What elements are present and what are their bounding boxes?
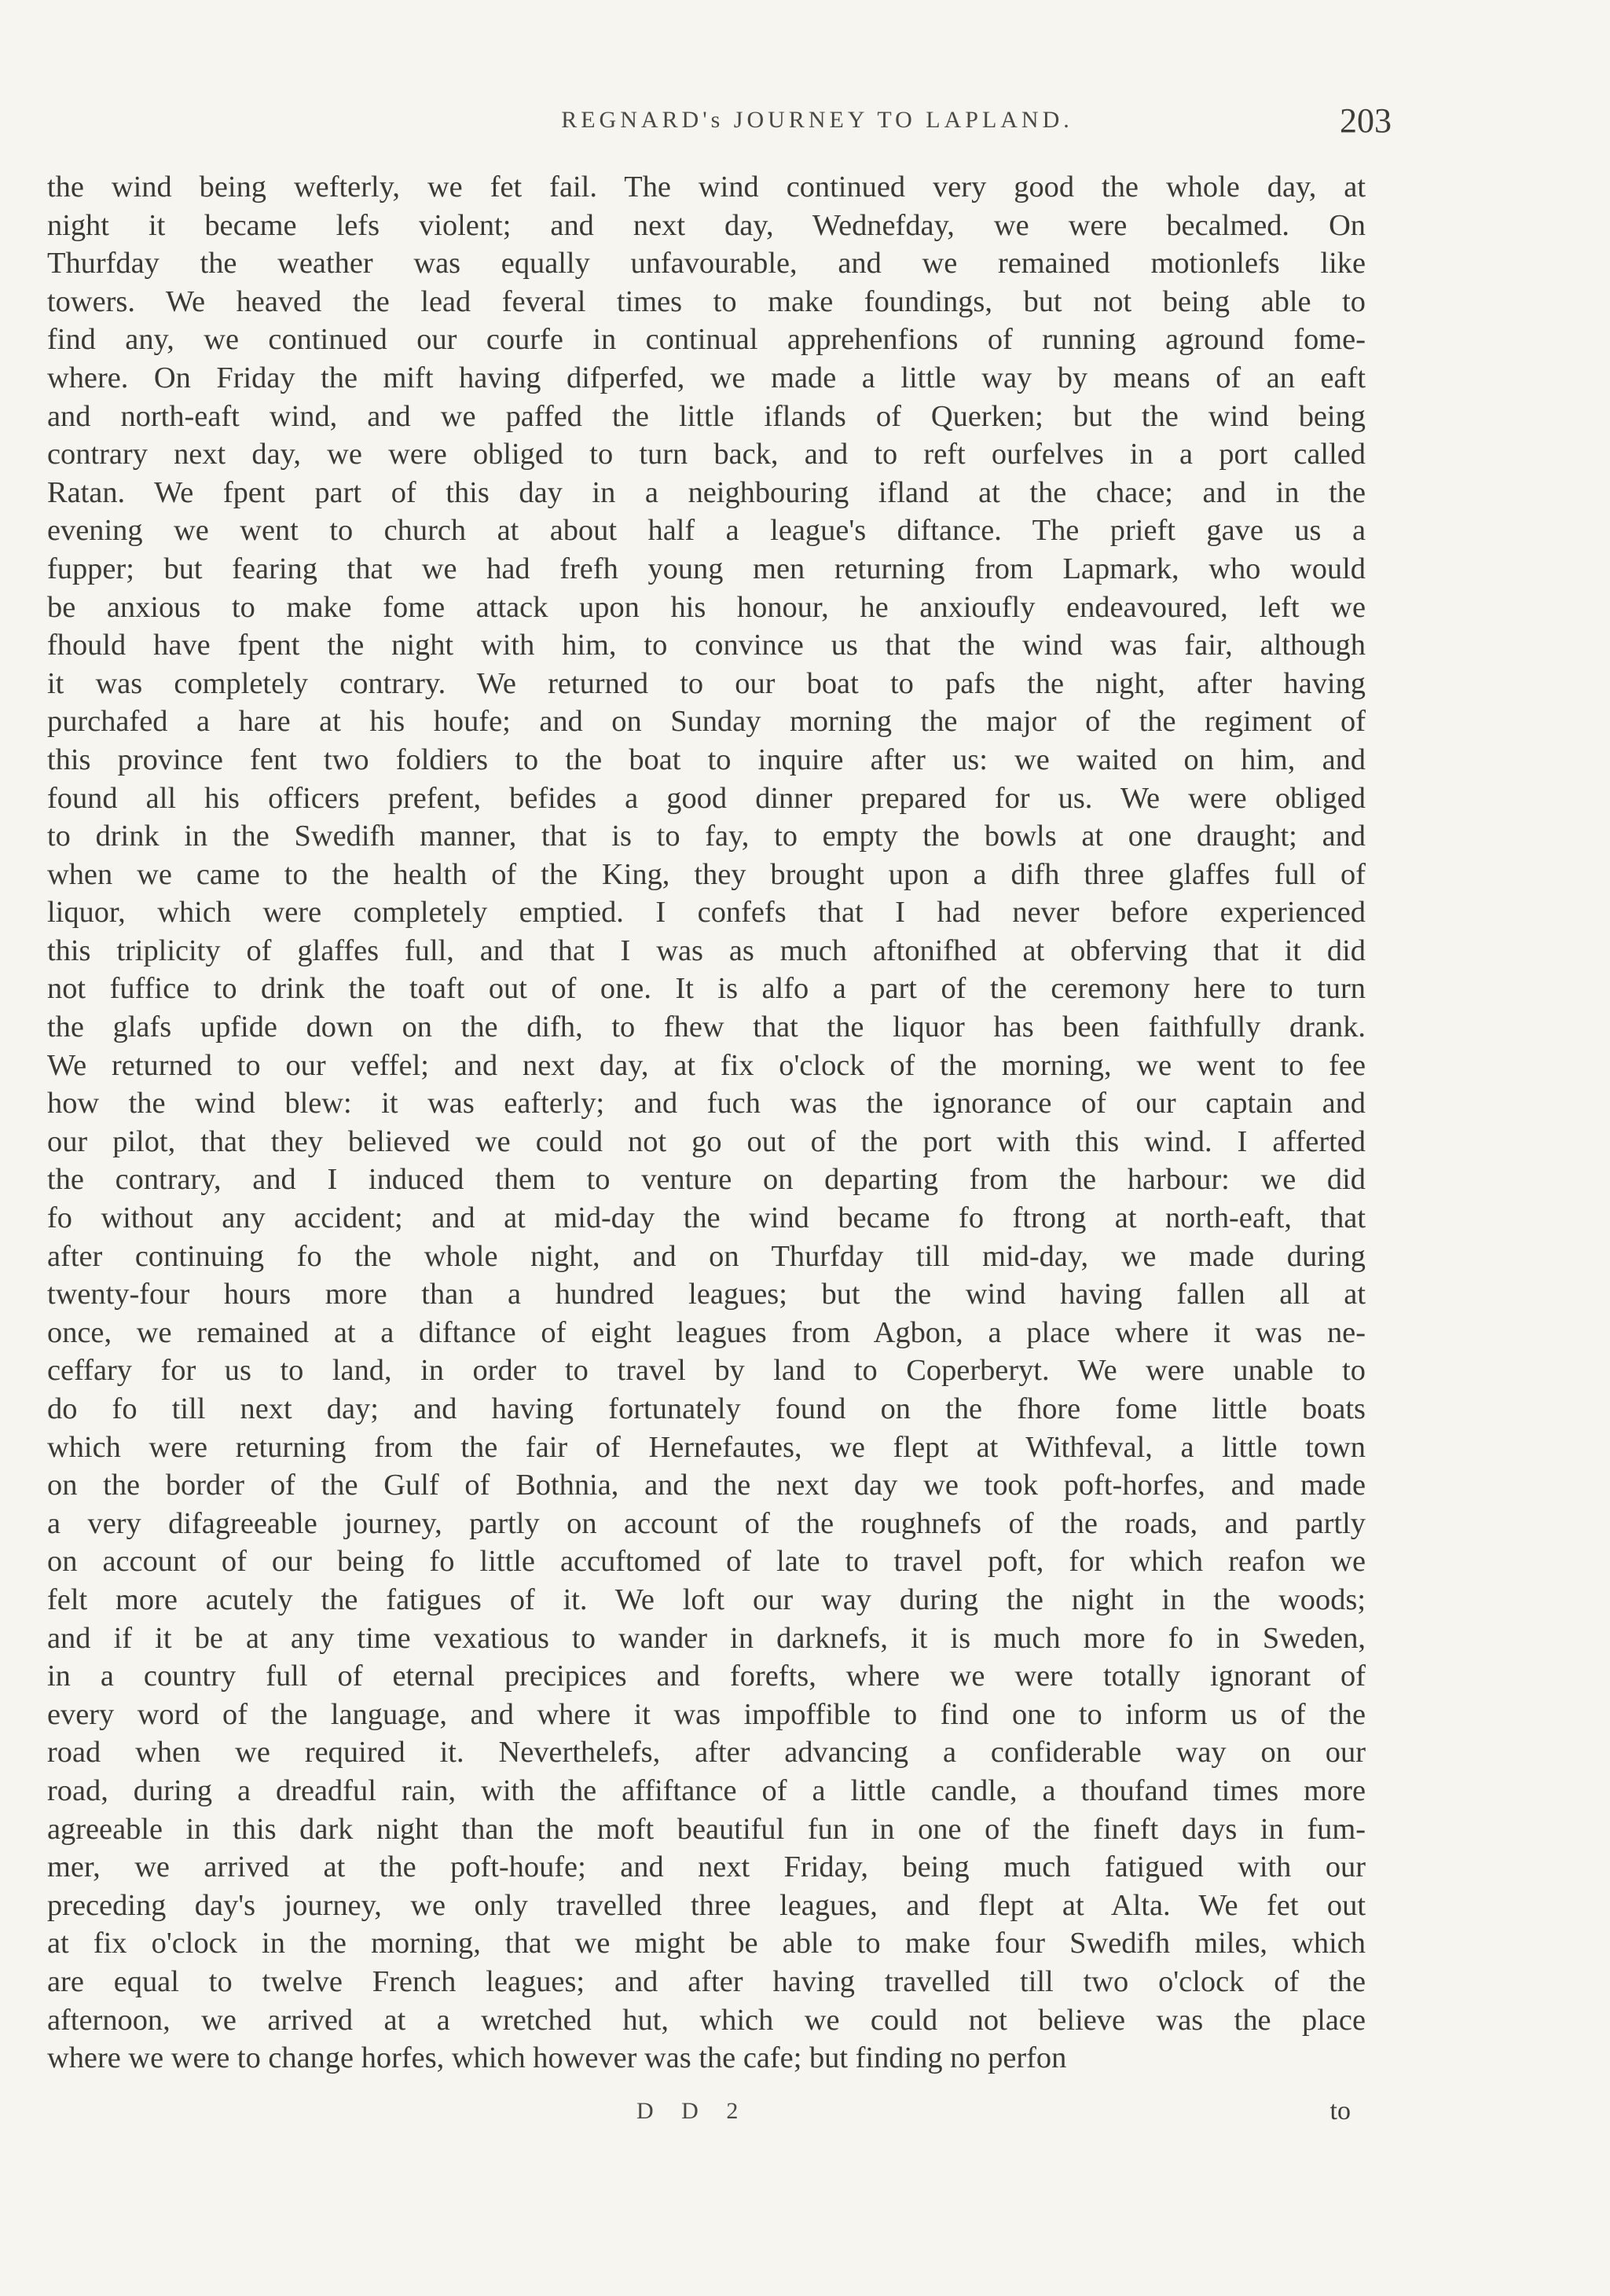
text-line: every word of the language, and where it was impoffible to find one to inform us of the (47, 1697, 1366, 1731)
text-line: felt more acutely the fatigues of it. We loft our way during the night in the woods; (47, 1583, 1366, 1616)
text-line: our pilot, that they believed we could not go out of the port with this wind. I afferted (47, 1124, 1366, 1158)
text-line: towers. We heaved the lead feveral times to make foundings, but not being able to (47, 284, 1366, 318)
text-line: and if it be at any time vexatious to wander in darknefs, it is much more fo in Sweden, (47, 1621, 1366, 1655)
text-line: at fix o'clock in the morning, that we might be able to make four Swedifh miles, which (47, 1927, 1366, 1960)
catchword: to (1329, 2096, 1351, 2125)
text-line: evening we went to church at about half a league's diftance. The prieft gave us a (47, 514, 1366, 548)
running-title: REGNARD's JOURNEY TO LAPLAND. (561, 107, 1073, 133)
text-line: Thurfday the weather was equally unfavourable, and we remained motionlefs like (47, 247, 1366, 281)
text-line: ceffary for us to land, in order to travel by land to Coperberyt. We were unable to (47, 1354, 1366, 1388)
signature-mark: D D 2 (636, 2098, 750, 2124)
text-line: agreeable in this dark night than the moft beautiful fun in one of the fineft days in fum- (47, 1812, 1366, 1846)
text-line: this triplicity of glaffes full, and that I was as much aftonifhed at obferving that it did (47, 933, 1366, 967)
text-line: where. On Friday the mift having difperfed, we made a little way by means of an eaft (47, 361, 1366, 394)
text-line: fo without any accident; and at mid-day the wind became fo ftrong at north-eaft, that (47, 1201, 1366, 1235)
text-line: twenty-four hours more than a hundred leagues; but the wind having fallen all at (47, 1278, 1366, 1311)
text-line: it was completely contrary. We returned to our boat to pafs the night, after having (47, 666, 1366, 700)
text-line: once, we remained at a diftance of eight leagues from Agbon, a place where it was ne- (47, 1315, 1366, 1349)
text-line: We returned to our veffel; and next day, at fix o'clock of the morning, we went to fee (47, 1048, 1366, 1082)
text-line: which were returning from the fair of Hernefautes, we flept at Withfeval, a little town (47, 1430, 1366, 1464)
body-text (47, 168, 1366, 2078)
text-line: the wind being wefterly, we fet fail. The wind continued very good the whole day, at (47, 171, 1366, 204)
text-line: the contrary, and I induced them to venture on departing from the harbour: we did (47, 1163, 1366, 1197)
text-line: be anxious to make fome attack upon his honour, he anxioufly endeavoured, left we (47, 590, 1366, 624)
text-line: fupper; but fearing that we had frefh young men returning from Lapmark, who would (47, 552, 1366, 585)
text-line: to drink in the Swedifh manner, that is to fay, to empty the bowls at one draught; and (47, 820, 1366, 853)
text-line: found all his officers prefent, befides a good dinner prepared for us. We were obliged (47, 781, 1366, 815)
text-line: fhould have fpent the night with him, to convince us that the wind was fair, although (47, 629, 1366, 662)
text-line: a very difagreeable journey, partly on account of the roughnefs of the roads, and partly (47, 1506, 1366, 1540)
text-line: after continuing fo the whole night, and on Thurfday till mid-day, we made during (47, 1239, 1366, 1273)
text-line: in a country full of eternal precipices and forefts, where we were totally ignorant of (47, 1660, 1366, 1693)
page-number: 203 (1340, 101, 1392, 140)
text-line: where we were to change horfes, which however was the cafe; but finding no perfon (47, 2041, 1067, 2075)
text-line: how the wind blew: it was eafterly; and fuch was the ignorance of our captain and (47, 1087, 1366, 1120)
text-line: road, during a dreadful rain, with the affiftance of a little candle, a thoufand times more (47, 1773, 1366, 1807)
text-line: road when we required it. Neverthelefs, after advancing a confiderable way on our (47, 1736, 1366, 1770)
text-line: contrary next day, we were obliged to turn back, and to reft ourfelves in a port called (47, 438, 1366, 471)
text-line: the glafs upfide down on the difh, to fhew that the liquor has been faithfully drank. (47, 1010, 1366, 1044)
text-line: purchafed a hare at his houfe; and on Sunday morning the major of the regiment of (47, 705, 1366, 739)
text-line: afternoon, we arrived at a wretched hut, which we could not believe was the place (47, 2003, 1366, 2037)
text-line: find any, we continued our courfe in continual apprehenfions of running aground fome- (47, 323, 1366, 357)
text-line: night it became lefs violent; and next day, Wednefday, we were becalmed. On (47, 208, 1366, 242)
text-line: mer, we arrived at the poft-houfe; and next Friday, being much fatigued with our (47, 1850, 1366, 1884)
text-line: this province fent two foldiers to the boat to inquire after us: we waited on him, and (47, 743, 1366, 776)
text-line: on account of our being fo little accuftomed of late to travel poft, for which reafon we (47, 1545, 1366, 1579)
text-line: on the border of the Gulf of Bothnia, and the next day we took poft-horfes, and made (47, 1469, 1366, 1502)
text-line: Ratan. We fpent part of this day in a neighbouring ifland at the chace; and in the (47, 475, 1366, 509)
text-line: when we came to the health of the King, they brought upon a difh three glaffes full of (47, 857, 1366, 891)
text-line: do fo till next day; and having fortunately found on the fhore fome little boats (47, 1392, 1366, 1425)
text-line: liquor, which were completely emptied. I confefs that I had never before experienced (47, 896, 1366, 930)
text-line: preceding day's journey, we only travelled three leagues, and flept at Alta. We fet out (47, 1888, 1366, 1922)
text-line: are equal to twelve French leagues; and after having travelled till two o'clock of the (47, 1964, 1366, 1998)
text-line: and north-eaft wind, and we paffed the little iflands of Querken; but the wind being (47, 399, 1366, 433)
text-line: not fuffice to drink the toaft out of one. It is alfo a part of the ceremony here to turn (47, 972, 1366, 1006)
